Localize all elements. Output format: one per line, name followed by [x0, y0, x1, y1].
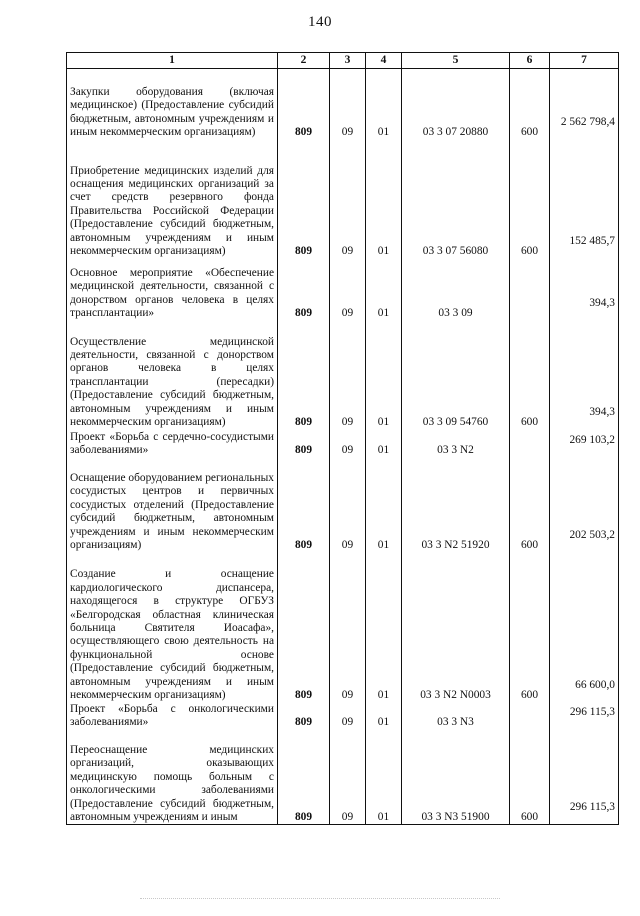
- row-grbs: 809: [278, 320, 330, 429]
- row-expense-type: 600: [510, 457, 550, 552]
- row-amount: 394,3: [550, 258, 619, 320]
- row-subsection: 01: [366, 457, 402, 552]
- table-row: [67, 139, 619, 258]
- row-target-article: 03 3 07 20880: [402, 69, 510, 140]
- row-amount: 152 485,7: [550, 139, 619, 258]
- row-grbs: 809: [278, 258, 330, 320]
- row-description: Создание и оснащение кардиологического диспансера, находящегося в структуре ОГБУЗ «Белгородская областная клиническая больница Святителя Иоасафа», осуществляющего свою деятельность на функциональной основе (Предоставление субсидий бюджетным, автономным учреждениям и иным некоммерческим организациям): [67, 552, 278, 702]
- row-expense-type: 600: [510, 729, 550, 825]
- row-section: 09: [330, 139, 366, 258]
- row-target-article: 03 3 09 54760: [402, 320, 510, 429]
- row-amount: 296 115,3: [550, 702, 619, 729]
- row-description: Закупки оборудования (включая медицинское) (Предоставление субсидий бюджетным, автономным учреждениям и иным некоммерческим организациям): [67, 69, 278, 140]
- table-row: [67, 258, 619, 320]
- table-row: [67, 457, 619, 552]
- table-row: [67, 552, 619, 702]
- table-row: [67, 320, 619, 429]
- row-description: Проект «Борьба с сердечно-сосудистыми заболеваниями»: [67, 429, 278, 457]
- row-description: Оснащение оборудованием региональных сосудистых центров и первичных сосудистых отделений (Предоставление субсидий бюджетным, автономным учреждениям и иным некоммерческим организациям): [67, 457, 278, 552]
- row-expense-type: [510, 702, 550, 729]
- row-subsection: 01: [366, 139, 402, 258]
- column-header: 2: [278, 53, 330, 69]
- row-section: 09: [330, 457, 366, 552]
- row-subsection: 01: [366, 702, 402, 729]
- row-expense-type: 600: [510, 320, 550, 429]
- row-grbs: 809: [278, 429, 330, 457]
- column-header: 5: [402, 53, 510, 69]
- row-subsection: 01: [366, 320, 402, 429]
- column-header: 7: [550, 53, 619, 69]
- row-grbs: 809: [278, 702, 330, 729]
- table-row: [67, 69, 619, 140]
- row-expense-type: [510, 429, 550, 457]
- table-header-row: [67, 53, 619, 69]
- row-description: Основное мероприятие «Обеспечение медицинской деятельности, связанной с донорством органов человека в целях трансплантации»: [67, 258, 278, 320]
- row-section: 09: [330, 258, 366, 320]
- row-expense-type: [510, 258, 550, 320]
- row-section: 09: [330, 320, 366, 429]
- row-amount: 269 103,2: [550, 429, 619, 457]
- row-subsection: 01: [366, 729, 402, 825]
- row-amount: 2 562 798,4: [550, 69, 619, 140]
- row-amount: 394,3: [550, 320, 619, 429]
- row-section: 09: [330, 729, 366, 825]
- column-header: 3: [330, 53, 366, 69]
- row-amount: 296 115,3: [550, 729, 619, 825]
- row-target-article: 03 3 N2 51920: [402, 457, 510, 552]
- row-subsection: 01: [366, 552, 402, 702]
- row-expense-type: 600: [510, 69, 550, 140]
- row-description: Переоснащение медицинских организаций, оказывающих медицинскую помощь больным с онкологическими заболеваниями (Предоставление субсидий бюджетным, автономным учреждениям и иным: [67, 729, 278, 825]
- row-subsection: 01: [366, 69, 402, 140]
- row-section: 09: [330, 69, 366, 140]
- row-subsection: 01: [366, 258, 402, 320]
- row-target-article: 03 3 N2 N0003: [402, 552, 510, 702]
- row-description: Осуществление медицинской деятельности, связанной с донорством органов человека в целях трансплантации (пересадки) (Предоставление субсидий бюджетным, автономным учреждениям и иным некоммерческим организациям): [67, 320, 278, 429]
- row-amount: 202 503,2: [550, 457, 619, 552]
- row-section: 09: [330, 552, 366, 702]
- row-grbs: 809: [278, 139, 330, 258]
- row-section: 09: [330, 702, 366, 729]
- row-grbs: 809: [278, 552, 330, 702]
- row-target-article: 03 3 N2: [402, 429, 510, 457]
- row-expense-type: 600: [510, 139, 550, 258]
- row-target-article: 03 3 09: [402, 258, 510, 320]
- row-target-article: 03 3 N3: [402, 702, 510, 729]
- column-header: 1: [67, 53, 278, 69]
- row-section: 09: [330, 429, 366, 457]
- row-subsection: 01: [366, 429, 402, 457]
- column-header: 6: [510, 53, 550, 69]
- table-row: [67, 729, 619, 825]
- row-grbs: 809: [278, 457, 330, 552]
- page-bottom-rule: [140, 898, 500, 899]
- page-number: 140: [308, 14, 332, 30]
- column-header: 4: [366, 53, 402, 69]
- row-grbs: 809: [278, 729, 330, 825]
- row-description: Проект «Борьба с онкологическими заболеваниями»: [67, 702, 278, 729]
- row-amount: 66 600,0: [550, 552, 619, 702]
- row-target-article: 03 3 07 56080: [402, 139, 510, 258]
- row-grbs: 809: [278, 69, 330, 140]
- row-target-article: 03 3 N3 51900: [402, 729, 510, 825]
- budget-table: [66, 52, 619, 825]
- table-row: [67, 702, 619, 729]
- table-row: [67, 429, 619, 457]
- row-expense-type: 600: [510, 552, 550, 702]
- row-description: Приобретение медицинских изделий для оснащения медицинских организаций за счет средств резервного фонда Правительства Российской Федерации (Предоставление субсидий бюджетным, автономным учреждениям и иным некоммерческим организациям): [67, 139, 278, 258]
